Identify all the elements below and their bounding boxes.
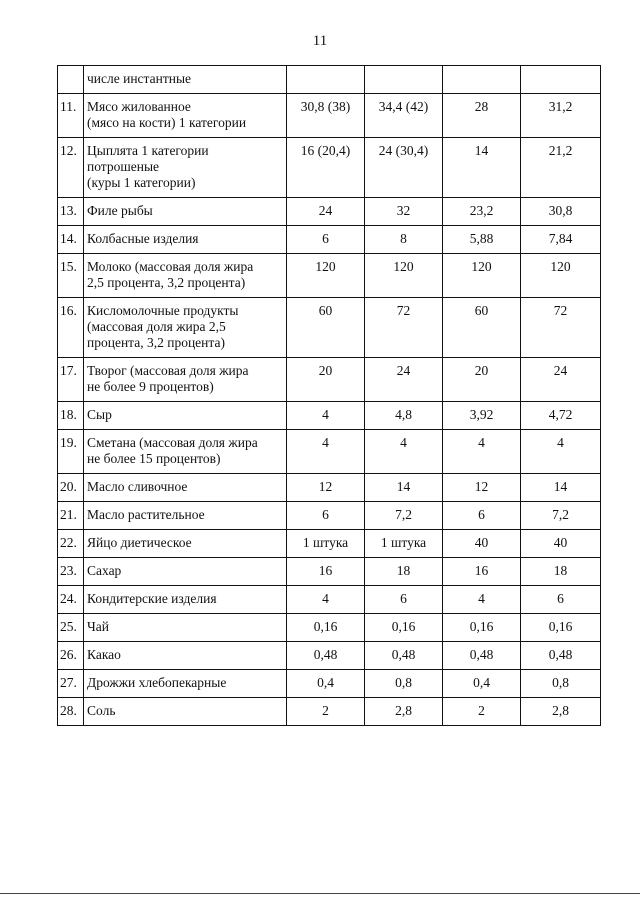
- norm-value: 0,8: [365, 670, 443, 698]
- norm-value: 24 (30,4): [365, 138, 443, 198]
- table-row: [58, 66, 601, 94]
- norm-value: [443, 66, 521, 94]
- norm-value: 24: [521, 358, 601, 402]
- norm-value: 14: [521, 474, 601, 502]
- norm-value: 18: [521, 558, 601, 586]
- product-name: Чай: [84, 614, 287, 642]
- norm-value: 0,4: [443, 670, 521, 698]
- norm-value: 0,4: [287, 670, 365, 698]
- norm-value: 7,2: [521, 502, 601, 530]
- row-number: 16.: [58, 298, 84, 358]
- norm-value: 7,84: [521, 226, 601, 254]
- product-name: Соль: [84, 698, 287, 726]
- norm-value: 20: [443, 358, 521, 402]
- table-row: [58, 502, 601, 530]
- table-row: [58, 614, 601, 642]
- norm-value: 4: [521, 430, 601, 474]
- product-name: Кондитерские изделия: [84, 586, 287, 614]
- table-row: [58, 698, 601, 726]
- norm-value: 4,8: [365, 402, 443, 430]
- norm-value: [521, 66, 601, 94]
- norm-value: 5,88: [443, 226, 521, 254]
- product-name: Дрожжи хлебопекарные: [84, 670, 287, 698]
- row-number: 22.: [58, 530, 84, 558]
- norm-value: 16: [443, 558, 521, 586]
- norm-value: 32: [365, 198, 443, 226]
- table-row: [58, 226, 601, 254]
- norm-value: 120: [521, 254, 601, 298]
- row-number: 17.: [58, 358, 84, 402]
- row-number: 24.: [58, 586, 84, 614]
- norm-value: 0,48: [521, 642, 601, 670]
- row-number: 20.: [58, 474, 84, 502]
- norm-value: 0,16: [521, 614, 601, 642]
- product-name: Сметана (массовая доля жира не более 15 процентов): [84, 430, 287, 474]
- table-body: [58, 66, 601, 726]
- row-number: 19.: [58, 430, 84, 474]
- table-row: [58, 670, 601, 698]
- norm-value: 120: [365, 254, 443, 298]
- product-name: Какао: [84, 642, 287, 670]
- norm-value: 4: [443, 586, 521, 614]
- norm-value: 0,16: [287, 614, 365, 642]
- row-number: 23.: [58, 558, 84, 586]
- product-name: Молоко (массовая доля жира 2,5 процента, 3,2 процента): [84, 254, 287, 298]
- norm-value: 24: [287, 198, 365, 226]
- norm-value: 23,2: [443, 198, 521, 226]
- page-number: 11: [312, 33, 328, 49]
- norm-value: 2: [287, 698, 365, 726]
- norm-value: 72: [521, 298, 601, 358]
- product-name: Мясо жилованное (мясо на кости) 1 категории: [84, 94, 287, 138]
- norm-value: 4: [365, 430, 443, 474]
- norm-value: 14: [443, 138, 521, 198]
- product-name: Яйцо диетическое: [84, 530, 287, 558]
- norm-value: 21,2: [521, 138, 601, 198]
- product-name: Кисломолочные продукты (массовая доля жира 2,5 процента, 3,2 процента): [84, 298, 287, 358]
- row-number: 15.: [58, 254, 84, 298]
- row-number: 14.: [58, 226, 84, 254]
- norm-value: 0,48: [287, 642, 365, 670]
- row-number: 26.: [58, 642, 84, 670]
- table-row: [58, 430, 601, 474]
- norm-value: 18: [365, 558, 443, 586]
- table-row: [58, 586, 601, 614]
- product-name: числе инстантные: [84, 66, 287, 94]
- norm-value: 20: [287, 358, 365, 402]
- norm-value: 4,72: [521, 402, 601, 430]
- norm-value: 0,48: [365, 642, 443, 670]
- norm-value: 34,4 (42): [365, 94, 443, 138]
- row-number: 13.: [58, 198, 84, 226]
- norm-value: 6: [365, 586, 443, 614]
- table-row: [58, 198, 601, 226]
- food-norms-table: [57, 65, 601, 726]
- table-row: [58, 530, 601, 558]
- norm-value: 16: [287, 558, 365, 586]
- row-number: 21.: [58, 502, 84, 530]
- row-number: 28.: [58, 698, 84, 726]
- norm-value: 1 штука: [365, 530, 443, 558]
- table-row: [58, 254, 601, 298]
- norm-value: 6: [521, 586, 601, 614]
- row-number: [58, 66, 84, 94]
- norm-value: 0,48: [443, 642, 521, 670]
- norm-value: [287, 66, 365, 94]
- norm-value: 120: [287, 254, 365, 298]
- norm-value: 8: [365, 226, 443, 254]
- product-name: Масло сливочное: [84, 474, 287, 502]
- product-name: Творог (массовая доля жира не более 9 процентов): [84, 358, 287, 402]
- norm-value: 4: [287, 586, 365, 614]
- table-row: [58, 138, 601, 198]
- norm-value: 28: [443, 94, 521, 138]
- norm-value: 3,92: [443, 402, 521, 430]
- row-number: 12.: [58, 138, 84, 198]
- table-row: [58, 558, 601, 586]
- norm-value: 6: [287, 226, 365, 254]
- norm-value: 12: [287, 474, 365, 502]
- norm-value: 0,16: [365, 614, 443, 642]
- norm-value: 60: [287, 298, 365, 358]
- norm-value: 16 (20,4): [287, 138, 365, 198]
- norm-value: 0,16: [443, 614, 521, 642]
- norm-value: 0,8: [521, 670, 601, 698]
- norm-value: 24: [365, 358, 443, 402]
- footer-divider: [0, 893, 640, 894]
- row-number: 11.: [58, 94, 84, 138]
- row-number: 25.: [58, 614, 84, 642]
- norm-value: 6: [443, 502, 521, 530]
- norm-value: 14: [365, 474, 443, 502]
- norm-value: 2: [443, 698, 521, 726]
- table-row: [58, 94, 601, 138]
- norm-value: 2,8: [365, 698, 443, 726]
- product-name: Масло растительное: [84, 502, 287, 530]
- table-row: [58, 642, 601, 670]
- norm-value: 72: [365, 298, 443, 358]
- product-name: Колбасные изделия: [84, 226, 287, 254]
- norm-value: 4: [287, 402, 365, 430]
- row-number: 18.: [58, 402, 84, 430]
- norm-value: 40: [443, 530, 521, 558]
- product-name: Сахар: [84, 558, 287, 586]
- table-row: [58, 358, 601, 402]
- norm-value: 4: [287, 430, 365, 474]
- norm-value: [365, 66, 443, 94]
- norm-value: 40: [521, 530, 601, 558]
- norm-value: 4: [443, 430, 521, 474]
- norm-value: 120: [443, 254, 521, 298]
- norm-value: 2,8: [521, 698, 601, 726]
- norm-value: 60: [443, 298, 521, 358]
- table-row: [58, 474, 601, 502]
- product-name: Филе рыбы: [84, 198, 287, 226]
- row-number: 27.: [58, 670, 84, 698]
- norm-value: 30,8 (38): [287, 94, 365, 138]
- product-name: Цыплята 1 категории потрошеные (куры 1 категории): [84, 138, 287, 198]
- norm-value: 31,2: [521, 94, 601, 138]
- norm-value: 7,2: [365, 502, 443, 530]
- product-name: Сыр: [84, 402, 287, 430]
- norm-value: 1 штука: [287, 530, 365, 558]
- table-row: [58, 402, 601, 430]
- norm-value: 6: [287, 502, 365, 530]
- norm-value: 12: [443, 474, 521, 502]
- table-row: [58, 298, 601, 358]
- norm-value: 30,8: [521, 198, 601, 226]
